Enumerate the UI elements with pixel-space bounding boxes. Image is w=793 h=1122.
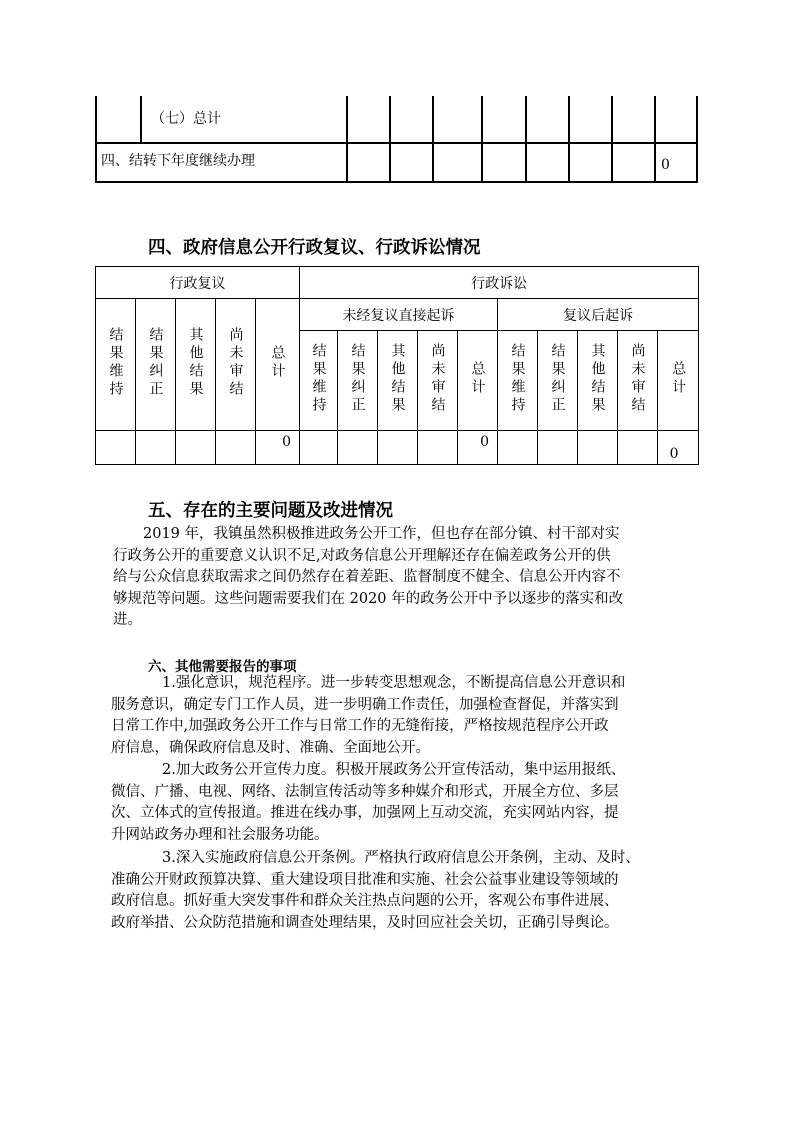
direct-col-other: 其他结果 (378, 331, 418, 431)
direct-col-corrected: 结果纠正 (338, 331, 378, 431)
section-4-heading: 四、政府信息公开行政复议、行政诉讼情况 (148, 238, 481, 258)
section-6-item-3 (111, 848, 686, 934)
paragraph-line: 3.深入实施政府信息公开条例。严格执行政府信息公开条例，主动、及时、 (162, 850, 640, 866)
review-col-pending: 尚未审结 (216, 299, 256, 431)
paragraph-line: 服务意识，确定专门工作人员，进一步明确工作责任，加强检查督促，并落实到 (111, 696, 619, 713)
col-divider (611, 96, 613, 183)
table-cell (216, 431, 256, 465)
after-col-pending: 尚未审结 (618, 331, 658, 431)
paragraph-line: 2019 年，我镇虽然积极推进政务公开工作，但也存在部分镇、村干部对实 (143, 526, 620, 542)
col-divider (140, 96, 142, 143)
col-divider (346, 96, 348, 183)
review-col-upheld: 结果维持 (96, 299, 136, 431)
paragraph-line: 行政务公开的重要意义认识不足,对政务信息公开理解还存在偏差政务公开的供 (113, 547, 611, 564)
table-cell (338, 431, 378, 465)
after-review-suit-header: 复议后起诉 (498, 299, 699, 331)
paragraph-line: 升网站政务办理和社会服务功能。 (111, 826, 329, 843)
table-cell (498, 431, 538, 465)
after-total-value: 0 (658, 431, 699, 465)
paragraph-line: 进。 (113, 612, 142, 628)
table-right-border (696, 96, 698, 183)
after-col-upheld: 结果维持 (498, 331, 538, 431)
table-cell (418, 431, 458, 465)
col-divider (389, 96, 391, 183)
table-cell (96, 431, 136, 465)
paragraph-line: 1.强化意识，规范程序。进一步转变思想观念，不断提高信息公开意识和 (162, 675, 626, 691)
paragraph-line: 政府信息。抓好重大突发事件和群众关注热点问题的公开，客观公布事件进展、 (111, 893, 619, 909)
table-cell (136, 431, 176, 465)
review-total-value: 0 (256, 431, 300, 465)
table-cell (538, 431, 578, 465)
after-col-other: 其他结果 (578, 331, 618, 431)
carry-over-value: 0 (661, 157, 670, 173)
carry-over-row-label: 四、结转下年度继续办理 (101, 153, 255, 169)
section-5-heading: 五、存在的主要问题及改进情况 (148, 501, 393, 521)
section-6-heading: 六、其他需要报告的事项 (148, 659, 297, 675)
review-col-total: 总计 (256, 299, 300, 431)
section-6-item-2 (111, 760, 686, 846)
direct-total-value: 0 (458, 431, 498, 465)
direct-col-upheld: 结果维持 (300, 331, 338, 431)
paragraph-line: 日常工作中,加强政务公开工作与日常工作的无缝衔接，严格按规范程序公开政 (111, 718, 609, 734)
col-divider (568, 96, 570, 183)
admin-review-header: 行政复议 (96, 267, 300, 299)
paragraph-line: 府信息，确保政府信息及时、准确、全面地公开。 (111, 739, 430, 756)
table-bottom-border (95, 181, 698, 183)
review-col-corrected: 结果纠正 (136, 299, 176, 431)
direct-suit-header: 未经复议直接起诉 (300, 299, 498, 331)
review-col-other: 其他结果 (176, 299, 216, 431)
table-cell (300, 431, 338, 465)
table-cell (378, 431, 418, 465)
disclosure-table-continuation (95, 96, 698, 183)
total-row-label: （七）总计 (151, 111, 221, 127)
table-cell (176, 431, 216, 465)
section-6-item-1 (111, 673, 686, 759)
col-divider (481, 96, 483, 183)
table-cell (578, 431, 618, 465)
row-divider (95, 142, 698, 144)
admin-litigation-header: 行政诉讼 (300, 267, 699, 299)
col-divider (525, 96, 527, 183)
col-divider (432, 96, 434, 183)
section-5-paragraph (113, 524, 683, 632)
paragraph-line: 2.加大政务公开宣传力度。积极开展政务公开宣传活动，集中运用报纸、 (162, 762, 626, 778)
paragraph-line: 政府举措、公众防范措施和调查处理结果，及时回应社会关切，正确引导舆论。 (111, 914, 619, 931)
paragraph-line: 准确公开财政预算决算、重大建设项目批准和实施、社会公益事业建设等领域的 (111, 871, 619, 888)
paragraph-line: 次、立体式的宣传报道。推进在线办事，加强网上互动交流，充实网站内容，提 (111, 805, 619, 821)
col-divider (654, 96, 656, 183)
direct-col-pending: 尚未审结 (418, 331, 458, 431)
table-left-border (95, 96, 97, 183)
direct-col-total: 总计 (458, 331, 498, 431)
paragraph-line: 微信、广播、电视、网络、法制宣传活动等多种媒介和形式，开展全方位、多层 (111, 783, 619, 800)
paragraph-line: 够规范等问题。这些问题需要我们在 2020 年的政务公开中予以逐步的落实和改 (113, 590, 624, 607)
paragraph-line: 给与公众信息获取需求之间仍然存在着差距、监督制度不健全、信息公开内容不 (113, 569, 621, 585)
table-cell (618, 431, 658, 465)
after-col-total: 总计 (658, 331, 699, 431)
review-litigation-table (95, 266, 699, 465)
after-col-corrected: 结果纠正 (538, 331, 578, 431)
